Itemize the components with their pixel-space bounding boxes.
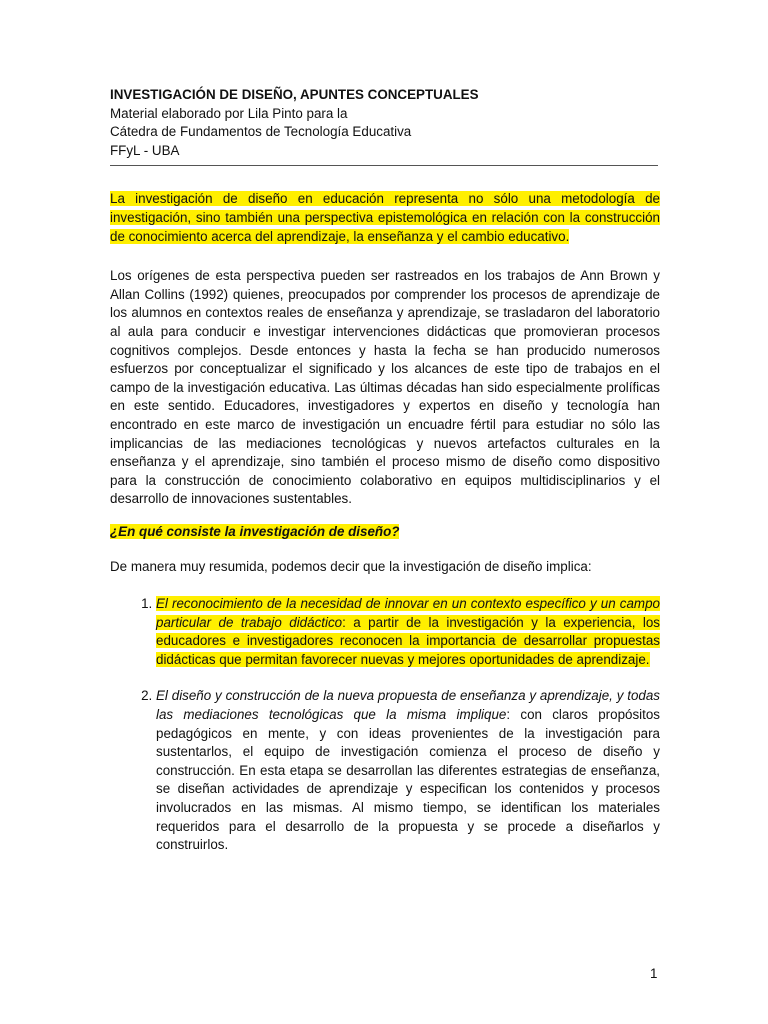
chair-line: Cátedra de Fundamentos de Tecnología Educativa [110, 124, 412, 140]
highlighted-text: La investigación de diseño en educación representa no sólo una metodología de investigación, sino también una perspectiva epistemológica en relación con la construcción de conocimiento acerca del aprendizaje, la enseñanza y el cambio educativo. [110, 191, 660, 244]
list-item-body: : con claros propósitos pedagógicos en mente, y con ideas provenientes de la investigación para sustentarlos, el equipo de investigación comienza el proceso de diseño y construcción. En esta etapa se desarrollan las diferentes estrategias de enseñanza, se diseñan actividades de aprendizaje y especifican los contenidos y procesos involucrados en las mismas. Al mismo tiempo, se identifican los materiales requeridos para el desarrollo de la propuesta y se procede a diseñarlos y construirlos. [156, 707, 660, 853]
origins-paragraph: Los orígenes de esta perspectiva pueden ser rastreados en los trabajos de Ann Brown y Allan Collins (1992) quienes, preocupados por comprender los procesos de aprendizaje de los alumnos en contextos reales de enseñanza y aprendizaje, se trasladaron del laboratorio al aula para conducir e investigar intervenciones didácticas que promovieran procesos cognitivos complejos. Desde entonces y hasta la fecha se han producido numerosos esfuerzos por conceptualizar el significado y los alcances de este tipo de trabajos en el campo de la investigación educativa. Las últimas décadas han sido especialmente prolíficas en este sentido. Educadores, investigadores y expertos en diseño y tecnología han encontrado en este marco de investigación un encuadre fértil para estudiar no sólo las implicancias de las mediaciones tecnológicas y nuevos artefactos culturales en la enseñanza y el aprendizaje, sino también el proceso mismo de diseño como dispositivo para la construcción de conocimiento colaborativo en equipos multidisciplinarios y el desarrollo de innovaciones sustentables. [110, 268, 660, 507]
list-item [156, 687, 660, 854]
highlighted-question: ¿En qué consiste la investigación de diseño? [110, 523, 400, 539]
document-page [110, 86, 660, 855]
page-number: 1 [650, 966, 658, 981]
header-divider [110, 165, 658, 166]
highlighted-item [156, 596, 660, 667]
list-item [156, 595, 660, 669]
institution-line: FFyL - UBA [110, 142, 180, 158]
document-header [110, 86, 660, 160]
author-line: Material elaborado por Lila Pinto para la [110, 105, 348, 121]
list-item-lead: El reconocimiento de la necesidad de innovar en un contexto específico y un campo particular de trabajo didáctico [156, 596, 660, 630]
section-question [110, 523, 660, 542]
list-item-lead: El diseño y construcción de la nueva propuesta de enseñanza y aprendizaje, y todas las mediaciones tecnológicas que la misma implique [156, 688, 660, 723]
list-item-body: : a partir de la investigación y la experiencia, los educadores e investigadores reconocen la importancia de desarrollar propuestas didácticas que permitan favorecer nuevas y mejores oportunidades de aprendizaje. [156, 614, 660, 667]
intro-paragraph [110, 190, 660, 246]
list-intro: De manera muy resumida, podemos decir que la investigación de diseño implica: [110, 559, 592, 575]
implications-list [110, 595, 660, 855]
document-title: INVESTIGACIÓN DE DISEÑO, APUNTES CONCEPTUALES [110, 87, 479, 102]
